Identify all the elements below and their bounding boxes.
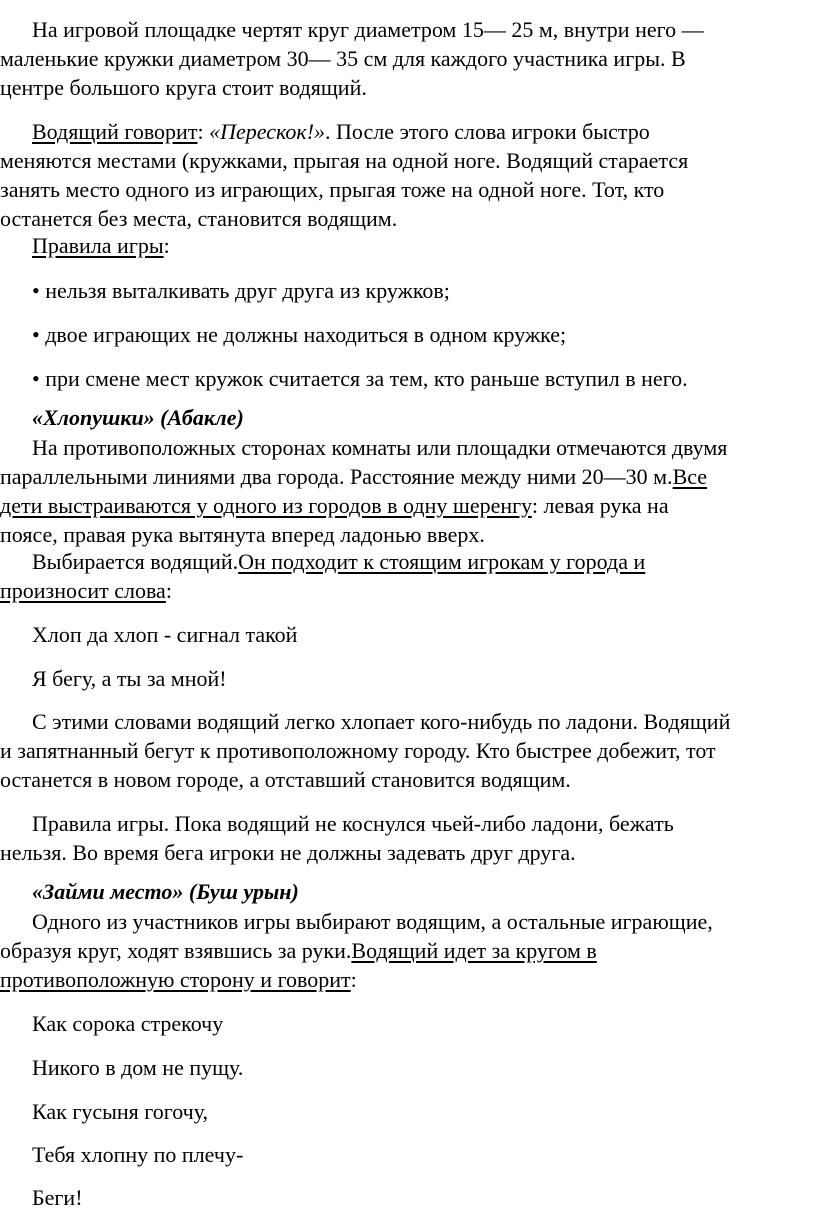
game-title: «Хлопушки» (Абакле) (32, 405, 244, 430)
verse-line: Беги! (32, 1185, 83, 1210)
game2-p1-line-4: поясе, правая рука вытянута вперед ладонью вверх. (0, 522, 485, 547)
paragraph-2-line-3: занять место одного из играющих, прыгая тоже на одной ноге. Тот, кто (0, 177, 665, 202)
paragraph-1-line-2: маленькие кружки диаметром 30— 35 см для каждого участника игры. В (0, 46, 686, 71)
game2-p1-line-3: дети выстраиваются у одного из городов в одну шеренгу: левая рука на (0, 493, 669, 518)
verse-line: Никого в дом не пущу. (32, 1055, 244, 1080)
call-word: «Перескок!» (209, 119, 326, 144)
paragraph-1-line-3: центре большого круга стоит водящий. (0, 75, 367, 100)
paragraph-2-line-4: останется без места, становится водящим. (0, 206, 398, 231)
game2-p4-line-1: Правила игры. Пока водящий не коснулся чьей-либо ладони, бежать (32, 811, 674, 836)
rule-item: • при смене мест кружок считается за тем, кто раньше вступил в него. (32, 366, 688, 391)
game2-p2-line-1: Выбирается водящий.Он подходит к стоящим игрокам у города и (32, 549, 646, 574)
verse-line: Хлоп да хлоп - сигнал такой (32, 622, 298, 647)
paragraph-2-line-1: Водящий говорит: «Перескок!». После этого слова игроки быстро (32, 119, 650, 144)
game3-p1-line-2: образуя круг, ходят взявшись за руки.Водящий идет за кругом в (0, 938, 597, 963)
verse-line: Как гусыня гогочу, (32, 1099, 209, 1124)
game2-p1-line-1: На противоположных сторонах комнаты или площадки отмечаются двумя (32, 435, 728, 460)
verse-line: Я бегу, а ты за мной! (32, 666, 227, 691)
game3-p1-line-1: Одного из участников игры выбирают водящим, а остальные играющие, (32, 909, 713, 934)
leader-says-label: Водящий говорит (32, 119, 198, 144)
paragraph-1-line-1: На игровой площадке чертят круг диаметром 15— 25 м, внутри него — (32, 17, 704, 42)
verse-line: Как сорока стрекочу (32, 1011, 224, 1036)
game2-p4-line-2: нельзя. Во время бега игроки не должны задевать друг друга. (0, 840, 576, 865)
game2-p3-line-3: останется в новом городе, а отставший становится водящим. (0, 767, 571, 792)
game2-p3-line-1: С этими словами водящий легко хлопает кого-нибудь по ладони. Водящий (32, 709, 731, 734)
rule-item: • двое играющих не должны находиться в одном кружке; (32, 322, 567, 347)
game2-p2-line-2: произносит слова: (0, 578, 172, 603)
paragraph-2-line-2: меняются местами (кружками, прыгая на одной ноге. Водящий старается (0, 148, 689, 173)
game2-p3-line-2: и запятнанный бегут к противоположному городу. Кто быстрее добежит, тот (0, 738, 716, 763)
rules-label: Правила игры: (32, 233, 170, 258)
game2-p1-line-2: параллельными линиями два города. Расстояние между ними 20—30 м.Все (0, 464, 708, 489)
rule-item: • нельзя выталкивать друг друга из кружков; (32, 278, 450, 303)
verse-line: Тебя хлопну по плечу- (32, 1142, 244, 1167)
game-title: «Займи место» (Буш урын) (32, 879, 299, 904)
game3-p1-line-3: противоположную сторону и говорит: (0, 967, 357, 992)
